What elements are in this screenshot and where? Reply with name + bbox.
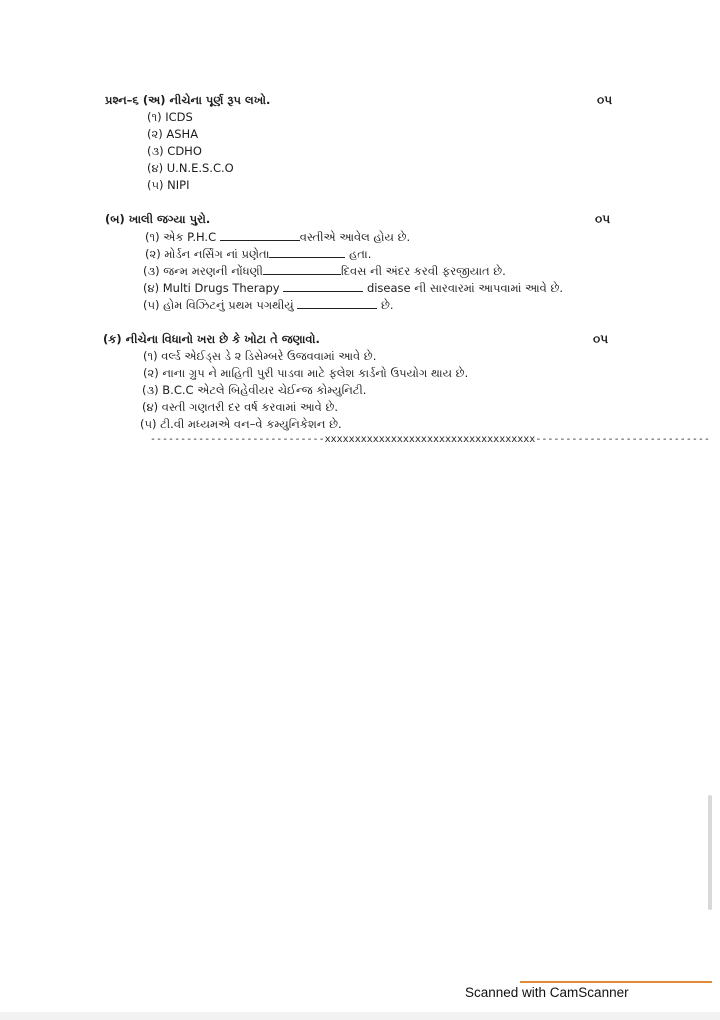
fill-blank-suffix: હતા. (349, 247, 372, 261)
section-a-item: (૨) ASHA (147, 127, 199, 141)
section-a-item: (૩) CDHO (147, 144, 202, 158)
blank-line (297, 298, 377, 309)
fill-blank-item (145, 247, 371, 261)
fill-blank-item (143, 281, 563, 295)
blank-line (220, 230, 300, 241)
true-false-item: (૨) નાના ગ્રુપ ને માહિતી પુરી પાડવા માટે ફલેશ કાર્ડનો ઉપયોગ થાય છે. (143, 366, 469, 380)
true-false-item: (૪) વસ્તી ગણતરી દર વર્ષ કરવામાં આવે છે. (142, 400, 339, 414)
fill-blank-item (145, 230, 410, 244)
true-false-item: (૩) B.C.C એટલે બિહેવીયર ચેઈન્જ કોમ્યુનિટી. (142, 383, 367, 397)
fill-blank-suffix: દિવસ ની અંદર કરવી ફરજીયાત છે. (340, 264, 506, 278)
blank-line (269, 247, 345, 258)
section-a-item: (૧) ICDS (147, 110, 193, 124)
fill-blank-suffix: છે. (381, 298, 394, 312)
section-b-heading: (બ) ખાલી જગ્યા પુરો. (105, 212, 211, 226)
blank-line (263, 264, 341, 275)
fill-blank-prefix: (૪) Multi Drugs Therapy (143, 281, 280, 295)
true-false-item: (૫) ટી.વી મધ્યમએ વન–વે કમ્યુનિકેશન છે. (140, 417, 342, 431)
fill-blank-suffix: disease ની સારવારમાં આપવામાં આવે છે. (366, 281, 564, 295)
fill-blank-suffix: વસ્તીએ આવેલ હોય છે. (299, 230, 411, 244)
fill-blank-item (143, 264, 506, 278)
scroll-indicator[interactable] (708, 795, 712, 910)
camscanner-watermark: Scanned with CamScanner (465, 985, 629, 1000)
fill-blank-prefix: (૧) એક P.H.C (145, 230, 217, 244)
section-a-heading: પ્રશ્ન–૬ (અ) નીચેના પૂર્ણ રૂપ લખો. (105, 93, 271, 107)
blank-line (283, 281, 363, 292)
fill-blank-prefix: (૩) જન્મ મરણની નોંધણી (143, 264, 263, 278)
section-c-heading: (ક) નીચેના વિધાનો ખરા છે કે ખોટા તે જણાવો. (103, 332, 320, 346)
bottom-edge (0, 1012, 720, 1020)
section-c-marks: ૦૫ (593, 332, 609, 346)
fill-blank-item (143, 298, 394, 312)
section-a-item: (૫) NIPI (147, 178, 190, 192)
camscanner-accent-line (520, 981, 712, 983)
end-separator: -----------------------------xxxxxxxxxxxxxxxxxxxxxxxxxxxxxxxxxxx----------------------------- (150, 434, 710, 445)
fill-blank-prefix: (૫) હોમ વિઝિટનું પ્રથમ પગથીયું (143, 298, 294, 312)
section-b-marks: ૦૫ (595, 212, 611, 226)
true-false-item: (૧) વર્લ્ડ એઈડ્સ ડે ૨ ડિસેમ્બરે ઉજવવામાં આવે છે. (143, 349, 377, 363)
fill-blank-prefix: (૨) મોર્ડન નર્સિંગ નાં પ્રણેતા (145, 247, 270, 261)
section-a-item: (૪) U.N.E.S.C.O (147, 161, 234, 175)
section-a-marks: ૦૫ (597, 93, 613, 107)
